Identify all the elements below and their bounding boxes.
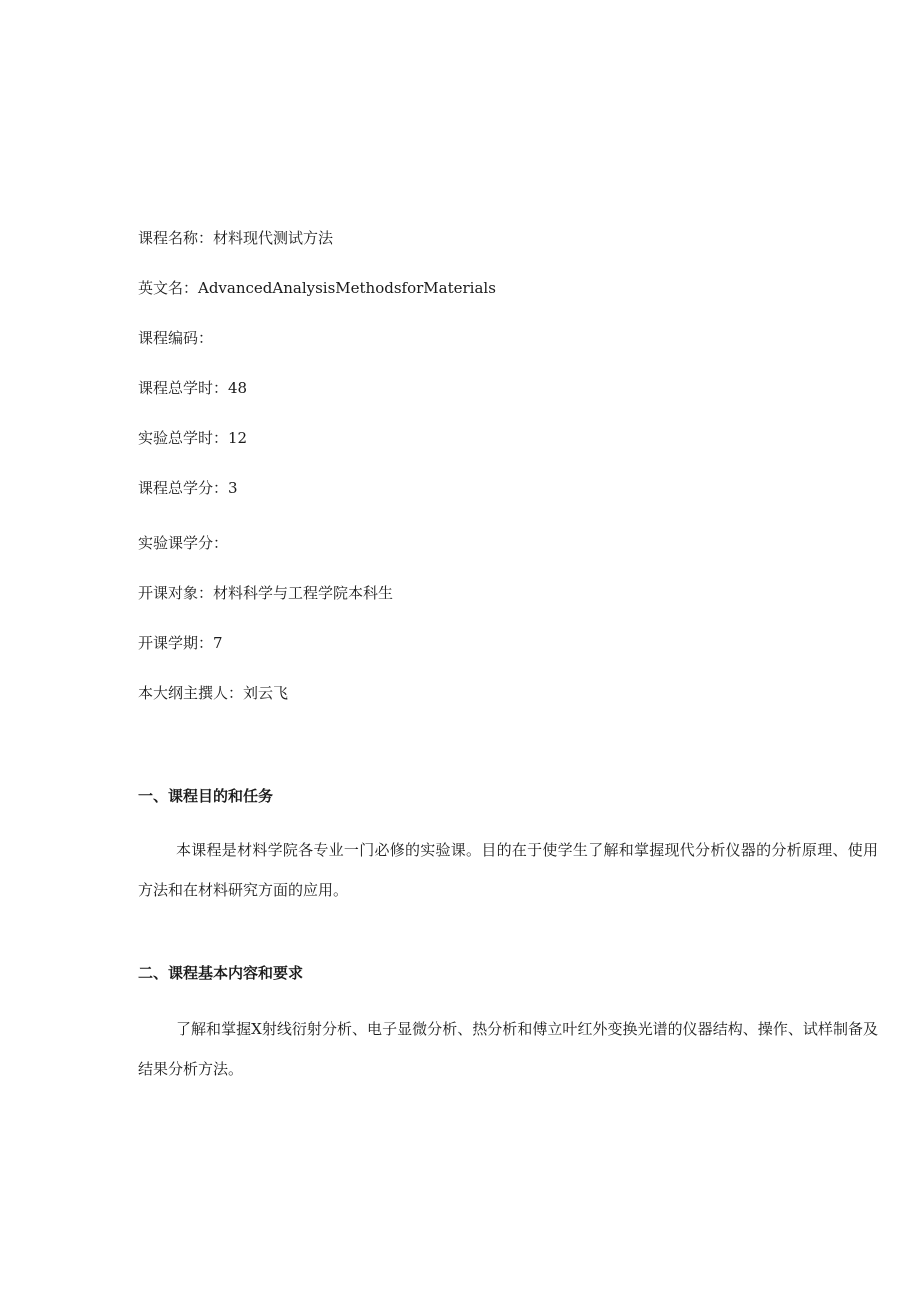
audience: 开课对象：材料科学与工程学院本科生 [138,584,394,602]
semester: 开课学期：7 [138,634,223,652]
section-body-content: 了解和掌握X射线衍射分析、电子显微分析、热分析和傅立叶红外变换光谱的仪器结构、操作、试样制备及结果分析方法。 [138,1020,878,1078]
section-body-purpose: 本课程是材料学院各专业一门必修的实验课。目的在于使学生了解和掌握现代分析仪器的分析原理、使用方法和在材料研究方面的应用。 [138,841,878,899]
course-name: 课程名称：材料现代测试方法 [138,229,334,247]
total-hours: 课程总学时：48 [138,379,248,397]
section-heading-content: 二、课程基本内容和要求 [138,964,304,982]
author: 本大纲主撰人：刘云飞 [138,684,289,702]
course-code: 课程编码： [138,329,214,347]
lab-hours: 实验总学时：12 [138,429,248,447]
english-name: 英文名：AdvancedAnalysisMethodsforMaterials [138,279,496,297]
total-credits: 课程总学分：3 [138,479,238,497]
section-heading-purpose: 一、课程目的和任务 [138,787,274,805]
lab-credits: 实验课学分： [138,534,229,552]
